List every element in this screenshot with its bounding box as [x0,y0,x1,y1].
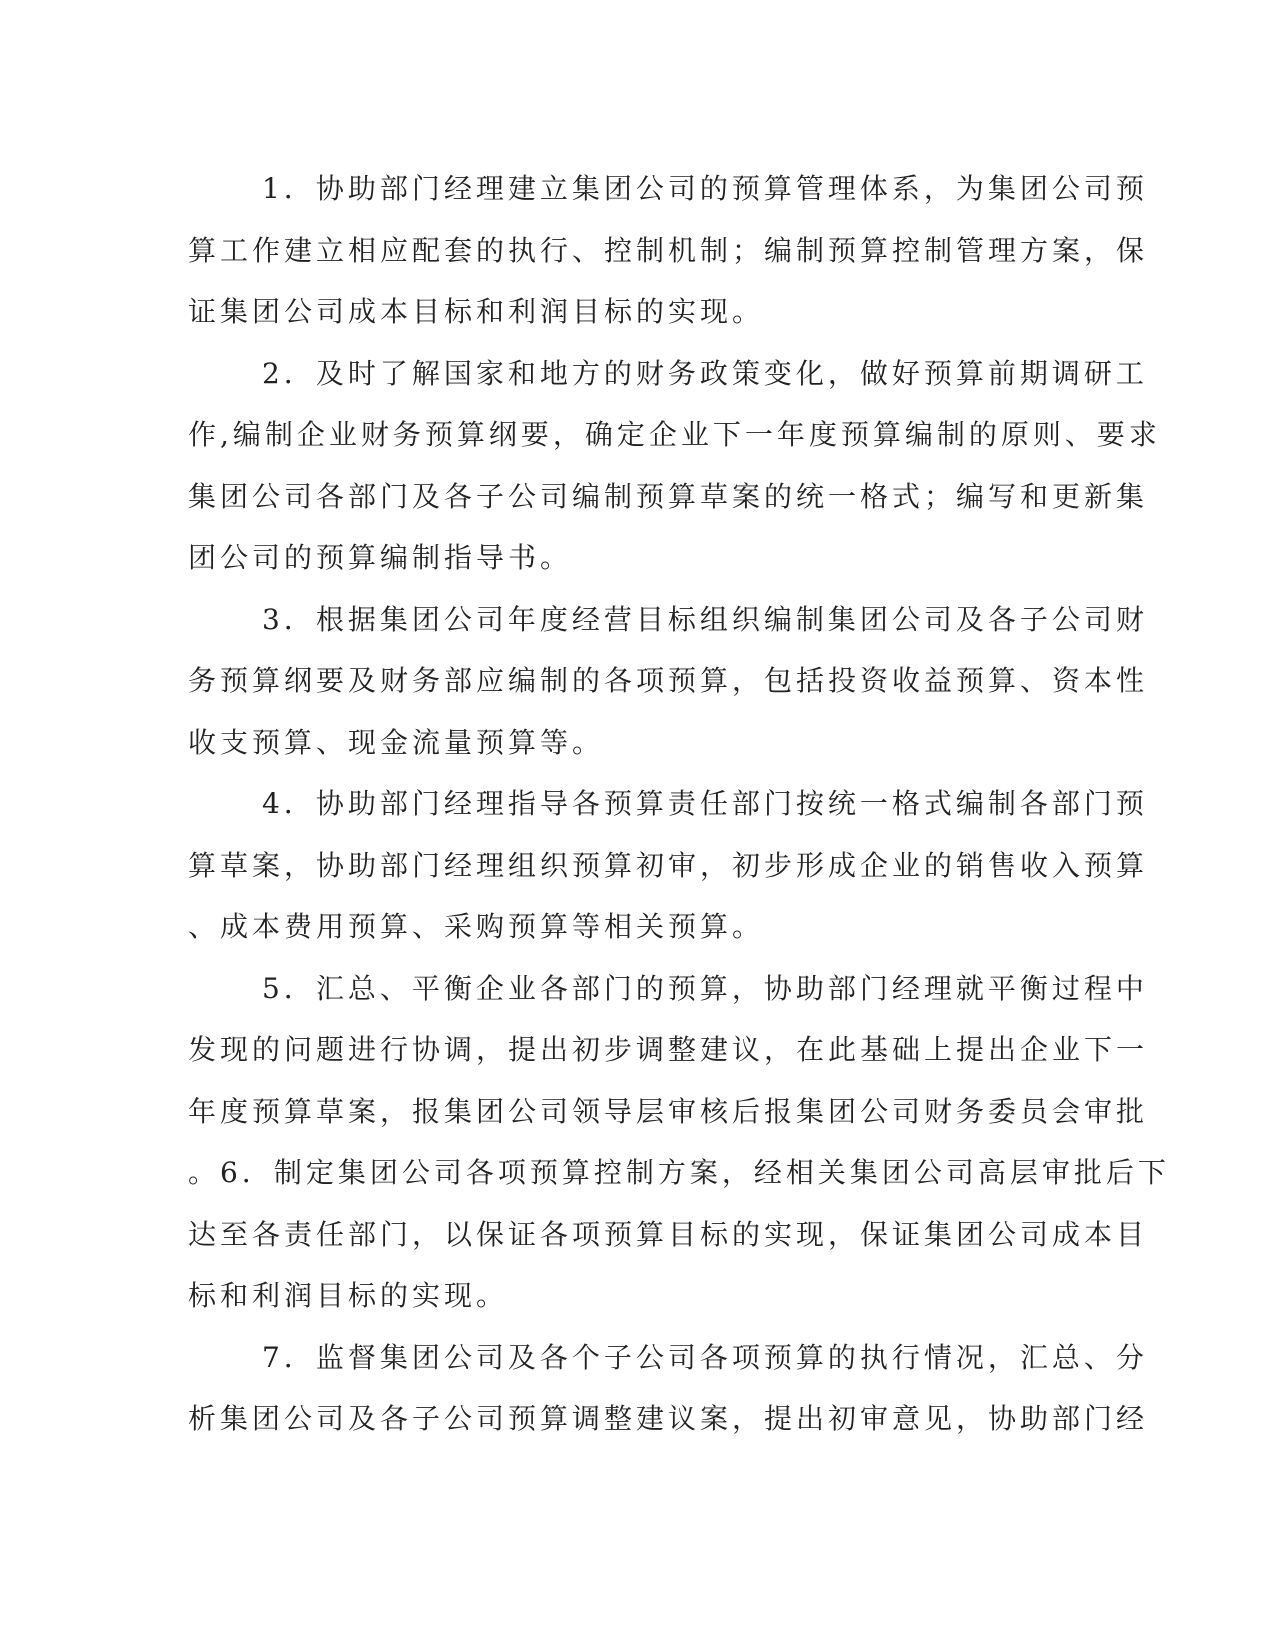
text-line: 达至各责任部门，以保证各项预算目标的实现，保证集团公司成本目 [188,1217,1149,1251]
text-line: 算工作建立相应配套的执行、控制机制；编制预算控制管理方案，保 [188,233,1149,267]
text-line: 5．汇总、平衡企业各部门的预算，协助部门经理就平衡过程中 [262,971,1148,1005]
text-line: 收支预算、现金流量预算等。 [188,725,605,759]
text-line: 3．根据集团公司年度经营目标组织编制集团公司及各子公司财 [262,602,1148,636]
text-line: 1．协助部门经理建立集团公司的预算管理体系，为集团公司预 [262,172,1148,205]
text-line: 7．监督集团公司及各个子公司各项预算的执行情况，汇总、分 [262,1340,1148,1374]
text-line: 、成本费用预算、采购预算等相关预算。 [188,910,765,943]
text-line: 作,编制企业财务预算纲要，确定企业下一年度预算编制的原则、要求 [188,418,1161,451]
text-line: 标和利润目标的实现。 [188,1279,509,1312]
text-line: 2．及时了解国家和地方的财务政策变化，做好预算前期调研工 [262,356,1148,390]
text-line: 年度预算草案，报集团公司领导层审核后报集团公司财务委员会审批 [188,1094,1149,1128]
text-line: 集团公司各部门及各子公司编制预算草案的统一格式；编写和更新集 [188,479,1149,513]
text-line: 发现的问题进行协调，提出初步调整建议，在此基础上提出企业下一 [188,1033,1149,1066]
document-body [188,158,1170,1450]
text-line: 析集团公司及各子公司预算调整建议案，提出初审意见，协助部门经 [188,1402,1149,1435]
text-line: 团公司的预算编制指导书。 [188,541,573,574]
text-line: 证集团公司成本目标和利润目标的实现。 [188,295,765,328]
text-line: 算草案，协助部门经理组织预算初审，初步形成企业的销售收入预算 [188,848,1149,882]
text-line: 务预算纲要及财务部应编制的各项预算，包括投资收益预算、资本性 [188,664,1149,697]
text-line: 4．协助部门经理指导各预算责任部门按统一格式编制各部门预 [262,787,1148,820]
text-line: 。6．制定集团公司各项预算控制方案，经相关集团公司高层审批后下 [188,1156,1170,1189]
